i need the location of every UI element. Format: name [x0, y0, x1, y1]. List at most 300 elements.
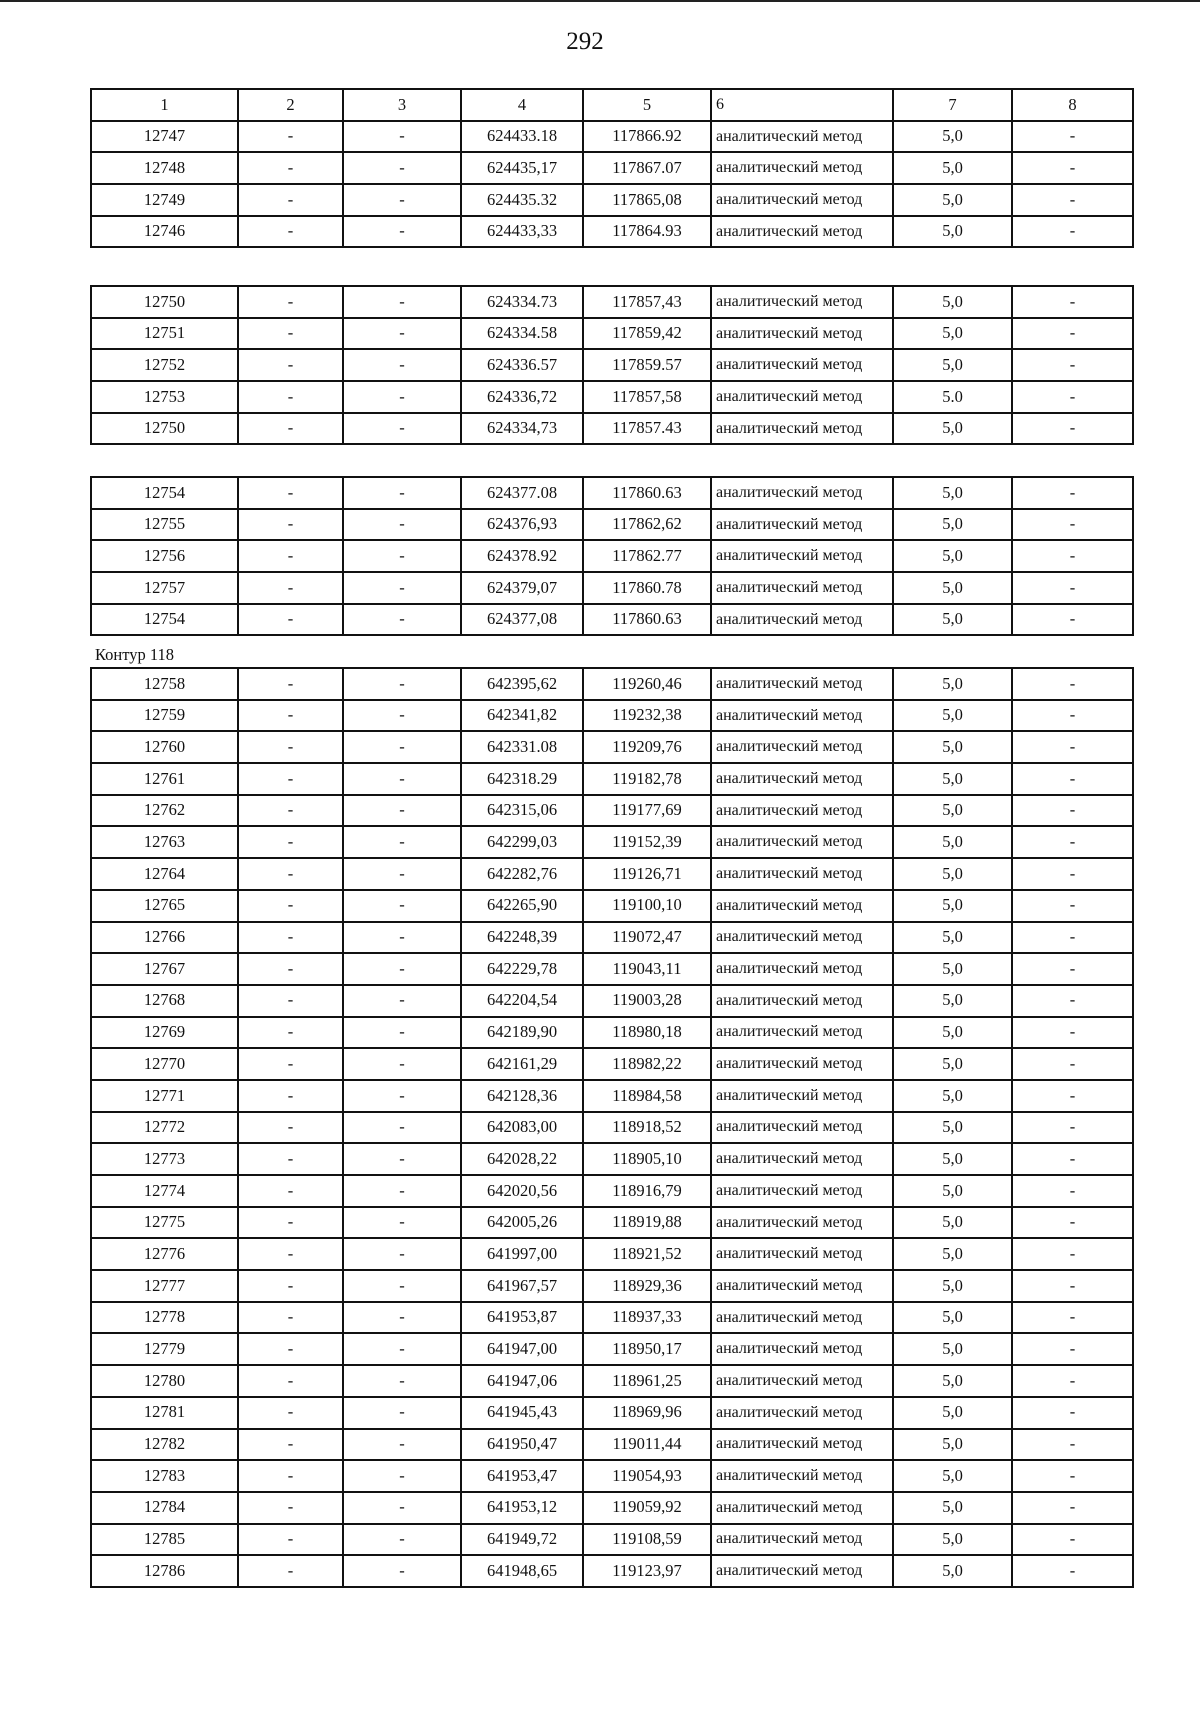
table-cell: -: [343, 953, 461, 985]
table-cell: 5,0: [893, 540, 1012, 572]
table-cell: 119054,93: [583, 1460, 711, 1492]
table-cell: -: [238, 890, 343, 922]
table-cell: -: [343, 858, 461, 890]
table-cell: 12757: [91, 572, 238, 604]
coordinate-table-3: [90, 476, 1134, 636]
table-cell: 12762: [91, 795, 238, 827]
table-cell: -: [1012, 1238, 1133, 1270]
table-cell: 117859.57: [583, 349, 711, 381]
table-cell: -: [1012, 540, 1133, 572]
table-cell: -: [343, 318, 461, 350]
table-cell: 12751: [91, 318, 238, 350]
table-cell: 119177,69: [583, 795, 711, 827]
table-cell: 118919,88: [583, 1207, 711, 1239]
table-cell: -: [1012, 826, 1133, 858]
table-row: [91, 731, 1133, 763]
table-cell: 12766: [91, 922, 238, 954]
table-cell: -: [343, 1397, 461, 1429]
table-cell: 624379,07: [461, 572, 583, 604]
table-cell: 5,0: [893, 1270, 1012, 1302]
table-cell: -: [343, 1112, 461, 1144]
table-cell: 641950,47: [461, 1429, 583, 1461]
table-cell: -: [238, 795, 343, 827]
table-row: [91, 922, 1133, 954]
page-number: 292: [566, 28, 604, 55]
column-header: 5: [583, 89, 711, 121]
table-cell: 641953,87: [461, 1302, 583, 1334]
table-cell: -: [343, 795, 461, 827]
table-cell: аналитический метод: [711, 509, 893, 541]
table-cell: -: [343, 286, 461, 318]
table-cell: -: [238, 1080, 343, 1112]
table-cell: 119100,10: [583, 890, 711, 922]
table-row: [91, 604, 1133, 636]
table-cell: -: [238, 509, 343, 541]
table-cell: 12761: [91, 763, 238, 795]
table-row: [91, 858, 1133, 890]
table-row: [91, 216, 1133, 248]
table-cell: -: [238, 152, 343, 184]
table-cell: 12772: [91, 1112, 238, 1144]
table-cell: 642204,54: [461, 985, 583, 1017]
table-row: [91, 1080, 1133, 1112]
coordinate-table-2: [90, 285, 1134, 445]
table-cell: аналитический метод: [711, 763, 893, 795]
table-cell: 5,0: [893, 1143, 1012, 1175]
table-cell: 12770: [91, 1048, 238, 1080]
table-cell: 12773: [91, 1143, 238, 1175]
table-cell: 642341,82: [461, 700, 583, 732]
table-cell: аналитический метод: [711, 540, 893, 572]
table-cell: -: [238, 1460, 343, 1492]
table-cell: 12747: [91, 121, 238, 153]
table-cell: 119260,46: [583, 668, 711, 700]
table-cell: 5,0: [893, 953, 1012, 985]
column-header: 2: [238, 89, 343, 121]
table-cell: -: [238, 1429, 343, 1461]
table-cell: 624433,33: [461, 216, 583, 248]
table-cell: 12759: [91, 700, 238, 732]
table-cell: -: [238, 1207, 343, 1239]
table-cell: 12753: [91, 381, 238, 413]
table-cell: -: [238, 1270, 343, 1302]
table-cell: -: [343, 1270, 461, 1302]
table-cell: 5,0: [893, 985, 1012, 1017]
table-cell: -: [238, 1492, 343, 1524]
table-cell: 12785: [91, 1524, 238, 1556]
table-cell: 641967,57: [461, 1270, 583, 1302]
table-cell: 642229,78: [461, 953, 583, 985]
table-cell: -: [1012, 1365, 1133, 1397]
table-cell: -: [343, 1143, 461, 1175]
table-cell: 117857.43: [583, 413, 711, 445]
table-cell: 641953,47: [461, 1460, 583, 1492]
table-cell: 5,0: [893, 858, 1012, 890]
table-cell: 642083,00: [461, 1112, 583, 1144]
table-cell: -: [343, 349, 461, 381]
table-row: [91, 477, 1133, 509]
table-cell: 12763: [91, 826, 238, 858]
table-row: [91, 152, 1133, 184]
table-cell: -: [238, 1238, 343, 1270]
table-cell: 118921,52: [583, 1238, 711, 1270]
table-cell: 5,0: [893, 1460, 1012, 1492]
table-cell: аналитический метод: [711, 1555, 893, 1587]
table-cell: 642331.08: [461, 731, 583, 763]
table-cell: 12758: [91, 668, 238, 700]
header-row: [91, 89, 1133, 121]
table-cell: аналитический метод: [711, 413, 893, 445]
table-cell: 624378.92: [461, 540, 583, 572]
table-cell: -: [343, 1492, 461, 1524]
table-cell: аналитический метод: [711, 1270, 893, 1302]
table-cell: аналитический метод: [711, 985, 893, 1017]
table-cell: -: [1012, 152, 1133, 184]
table-cell: аналитический метод: [711, 858, 893, 890]
table-cell: -: [238, 826, 343, 858]
table-cell: аналитический метод: [711, 668, 893, 700]
table-row: [91, 668, 1133, 700]
table-cell: -: [343, 1207, 461, 1239]
table-cell: 641953,12: [461, 1492, 583, 1524]
top-border-rule: [0, 0, 1200, 2]
table-cell: 624336.57: [461, 349, 583, 381]
table-cell: 642189,90: [461, 1017, 583, 1049]
table-cell: -: [1012, 1302, 1133, 1334]
table-cell: 5,0: [893, 1302, 1012, 1334]
table-cell: 5,0: [893, 477, 1012, 509]
table-cell: 117857,58: [583, 381, 711, 413]
table-cell: аналитический метод: [711, 216, 893, 248]
table-cell: -: [343, 1302, 461, 1334]
table-cell: 624433.18: [461, 121, 583, 153]
table-cell: 12754: [91, 604, 238, 636]
table-cell: аналитический метод: [711, 318, 893, 350]
column-header: 7: [893, 89, 1012, 121]
table-cell: 5,0: [893, 286, 1012, 318]
table-cell: -: [1012, 1429, 1133, 1461]
table-cell: 5,0: [893, 890, 1012, 922]
table-cell: -: [343, 1365, 461, 1397]
table-cell: аналитический метод: [711, 477, 893, 509]
table-cell: 624377.08: [461, 477, 583, 509]
table-cell: -: [238, 477, 343, 509]
column-header: 8: [1012, 89, 1133, 121]
table-cell: -: [343, 922, 461, 954]
table-cell: 642299,03: [461, 826, 583, 858]
table-cell: -: [1012, 731, 1133, 763]
table-cell: аналитический метод: [711, 1524, 893, 1556]
table-cell: -: [343, 763, 461, 795]
table-cell: 117862,62: [583, 509, 711, 541]
table-cell: аналитический метод: [711, 1017, 893, 1049]
table-row: [91, 286, 1133, 318]
table-cell: 5,0: [893, 668, 1012, 700]
table-cell: аналитический метод: [711, 1333, 893, 1365]
table-cell: аналитический метод: [711, 1492, 893, 1524]
table-cell: 118918,52: [583, 1112, 711, 1144]
table-cell: -: [1012, 1555, 1133, 1587]
table-row: [91, 121, 1133, 153]
table-row: [91, 1365, 1133, 1397]
table-cell: 118916,79: [583, 1175, 711, 1207]
table-cell: -: [343, 1555, 461, 1587]
table-cell: -: [1012, 184, 1133, 216]
table-cell: 642318.29: [461, 763, 583, 795]
table-cell: -: [1012, 1112, 1133, 1144]
table-cell: 12771: [91, 1080, 238, 1112]
table-cell: 624334.73: [461, 286, 583, 318]
table-cell: 119123,97: [583, 1555, 711, 1587]
table-cell: -: [238, 121, 343, 153]
table-cell: 624376,93: [461, 509, 583, 541]
table-cell: аналитический метод: [711, 1302, 893, 1334]
table-cell: 5,0: [893, 349, 1012, 381]
table-cell: -: [238, 763, 343, 795]
table-cell: -: [1012, 1270, 1133, 1302]
table-cell: -: [343, 604, 461, 636]
table-cell: -: [1012, 1333, 1133, 1365]
table-cell: 642315,06: [461, 795, 583, 827]
table-cell: 5,0: [893, 509, 1012, 541]
table-cell: -: [343, 700, 461, 732]
table-cell: 5,0: [893, 1207, 1012, 1239]
table-cell: -: [1012, 922, 1133, 954]
table-cell: 12750: [91, 413, 238, 445]
table-row: [91, 700, 1133, 732]
table-cell: 119072,47: [583, 922, 711, 954]
table-cell: -: [343, 184, 461, 216]
table-cell: -: [1012, 121, 1133, 153]
contour-label: Контур 118: [95, 645, 175, 664]
table-cell: -: [238, 540, 343, 572]
table-cell: аналитический метод: [711, 184, 893, 216]
table-cell: 12786: [91, 1555, 238, 1587]
table-cell: 5,0: [893, 763, 1012, 795]
table-cell: -: [1012, 668, 1133, 700]
table-cell: 641947,06: [461, 1365, 583, 1397]
table-cell: 118980,18: [583, 1017, 711, 1049]
table-cell: 119011,44: [583, 1429, 711, 1461]
table-cell: 5,0: [893, 826, 1012, 858]
table-cell: 12752: [91, 349, 238, 381]
table-cell: аналитический метод: [711, 1365, 893, 1397]
column-header: 1: [91, 89, 238, 121]
table-cell: -: [1012, 1048, 1133, 1080]
table-cell: аналитический метод: [711, 121, 893, 153]
table-cell: 119126,71: [583, 858, 711, 890]
table-cell: 641948,65: [461, 1555, 583, 1587]
table-cell: 5,0: [893, 1048, 1012, 1080]
table-cell: 12775: [91, 1207, 238, 1239]
table-cell: -: [343, 1175, 461, 1207]
table-cell: -: [1012, 572, 1133, 604]
table-cell: 5,0: [893, 121, 1012, 153]
table-cell: -: [343, 890, 461, 922]
table-cell: 642161,29: [461, 1048, 583, 1080]
table-cell: 642248,39: [461, 922, 583, 954]
table-cell: аналитический метод: [711, 1207, 893, 1239]
table-cell: -: [1012, 1017, 1133, 1049]
table-row: [91, 1270, 1133, 1302]
table-cell: -: [1012, 477, 1133, 509]
table-row: [91, 318, 1133, 350]
table-row: [91, 985, 1133, 1017]
table-cell: -: [343, 572, 461, 604]
table-cell: 5,0: [893, 1017, 1012, 1049]
table-cell: -: [238, 953, 343, 985]
table-row: [91, 1207, 1133, 1239]
coordinate-table-4: [90, 667, 1134, 1588]
table-row: [91, 826, 1133, 858]
table-cell: 5,0: [893, 1175, 1012, 1207]
table-cell: -: [238, 985, 343, 1017]
table-cell: аналитический метод: [711, 1080, 893, 1112]
table-cell: 624336,72: [461, 381, 583, 413]
table-cell: 12754: [91, 477, 238, 509]
table-cell: 5,0: [893, 1429, 1012, 1461]
table-cell: -: [1012, 381, 1133, 413]
table-row: [91, 953, 1133, 985]
table-row: [91, 1048, 1133, 1080]
table-cell: -: [1012, 1175, 1133, 1207]
table-cell: -: [238, 1397, 343, 1429]
table-cell: 642028,22: [461, 1143, 583, 1175]
table-cell: -: [343, 1017, 461, 1049]
table-cell: 642265,90: [461, 890, 583, 922]
table-cell: -: [1012, 1080, 1133, 1112]
table-cell: -: [343, 826, 461, 858]
table-cell: 12777: [91, 1270, 238, 1302]
table-cell: 117865,08: [583, 184, 711, 216]
table-cell: 117860.63: [583, 477, 711, 509]
table-cell: -: [343, 121, 461, 153]
table-cell: 12774: [91, 1175, 238, 1207]
table-cell: 12746: [91, 216, 238, 248]
table-cell: -: [238, 1302, 343, 1334]
table-cell: 641947,00: [461, 1333, 583, 1365]
table-cell: 118961,25: [583, 1365, 711, 1397]
table-cell: 12781: [91, 1397, 238, 1429]
table-cell: -: [238, 1555, 343, 1587]
table-cell: 5,0: [893, 795, 1012, 827]
table-cell: -: [238, 731, 343, 763]
table-cell: 5,0: [893, 922, 1012, 954]
table-row: [91, 1429, 1133, 1461]
table-cell: -: [1012, 349, 1133, 381]
table-cell: аналитический метод: [711, 572, 893, 604]
table-cell: -: [343, 381, 461, 413]
table-cell: 642128,36: [461, 1080, 583, 1112]
table-cell: -: [343, 731, 461, 763]
table-row: [91, 1524, 1133, 1556]
table-row: [91, 349, 1133, 381]
table-cell: 5,0: [893, 413, 1012, 445]
table-cell: 119152,39: [583, 826, 711, 858]
table-cell: аналитический метод: [711, 349, 893, 381]
table-cell: 117860.78: [583, 572, 711, 604]
table-cell: -: [343, 1048, 461, 1080]
table-cell: -: [343, 985, 461, 1017]
table-cell: 117864.93: [583, 216, 711, 248]
table-cell: -: [343, 477, 461, 509]
table-cell: -: [238, 1333, 343, 1365]
table-cell: 12778: [91, 1302, 238, 1334]
table-cell: 118984,58: [583, 1080, 711, 1112]
table-cell: 12776: [91, 1238, 238, 1270]
table-cell: -: [238, 1524, 343, 1556]
table-cell: 12760: [91, 731, 238, 763]
table-cell: -: [343, 1524, 461, 1556]
table-cell: -: [1012, 216, 1133, 248]
table-cell: 12783: [91, 1460, 238, 1492]
table-cell: 5,0: [893, 1112, 1012, 1144]
table-row: [91, 540, 1133, 572]
table-cell: -: [343, 216, 461, 248]
table-cell: -: [238, 286, 343, 318]
table-cell: аналитический метод: [711, 890, 893, 922]
table-cell: аналитический метод: [711, 286, 893, 318]
table-row: [91, 1238, 1133, 1270]
table-cell: -: [343, 1429, 461, 1461]
table-row: [91, 1017, 1133, 1049]
table-cell: -: [343, 668, 461, 700]
table-cell: 624377,08: [461, 604, 583, 636]
table-cell: 12750: [91, 286, 238, 318]
table-cell: аналитический метод: [711, 1397, 893, 1429]
table-cell: -: [343, 413, 461, 445]
table-cell: 117867.07: [583, 152, 711, 184]
table-row: [91, 509, 1133, 541]
table-cell: 5,0: [893, 700, 1012, 732]
table-cell: 5,0: [893, 1397, 1012, 1429]
table-cell: 12769: [91, 1017, 238, 1049]
table-row: [91, 1112, 1133, 1144]
table-cell: -: [343, 1333, 461, 1365]
table-cell: 641949,72: [461, 1524, 583, 1556]
table-cell: 117859,42: [583, 318, 711, 350]
table-cell: аналитический метод: [711, 700, 893, 732]
table-cell: 5,0: [893, 731, 1012, 763]
table-cell: аналитический метод: [711, 381, 893, 413]
table-cell: 12749: [91, 184, 238, 216]
table-cell: 119232,38: [583, 700, 711, 732]
table-cell: -: [238, 922, 343, 954]
table-row: [91, 1143, 1133, 1175]
table-cell: 118905,10: [583, 1143, 711, 1175]
table-cell: 5,0: [893, 1080, 1012, 1112]
table-cell: 117857,43: [583, 286, 711, 318]
table-cell: -: [238, 572, 343, 604]
table-cell: 118982,22: [583, 1048, 711, 1080]
table-row: [91, 1302, 1133, 1334]
table-row: [91, 1460, 1133, 1492]
table-row: [91, 890, 1133, 922]
table-row: [91, 795, 1133, 827]
table-cell: 642282,76: [461, 858, 583, 890]
table-cell: 12779: [91, 1333, 238, 1365]
table-cell: 119209,76: [583, 731, 711, 763]
table-cell: 119043,11: [583, 953, 711, 985]
table-cell: -: [1012, 318, 1133, 350]
table-cell: аналитический метод: [711, 152, 893, 184]
table-cell: 12748: [91, 152, 238, 184]
table-cell: 5,0: [893, 152, 1012, 184]
table-cell: 5,0: [893, 572, 1012, 604]
table-row: [91, 1555, 1133, 1587]
table-cell: -: [1012, 1492, 1133, 1524]
table-cell: -: [343, 540, 461, 572]
